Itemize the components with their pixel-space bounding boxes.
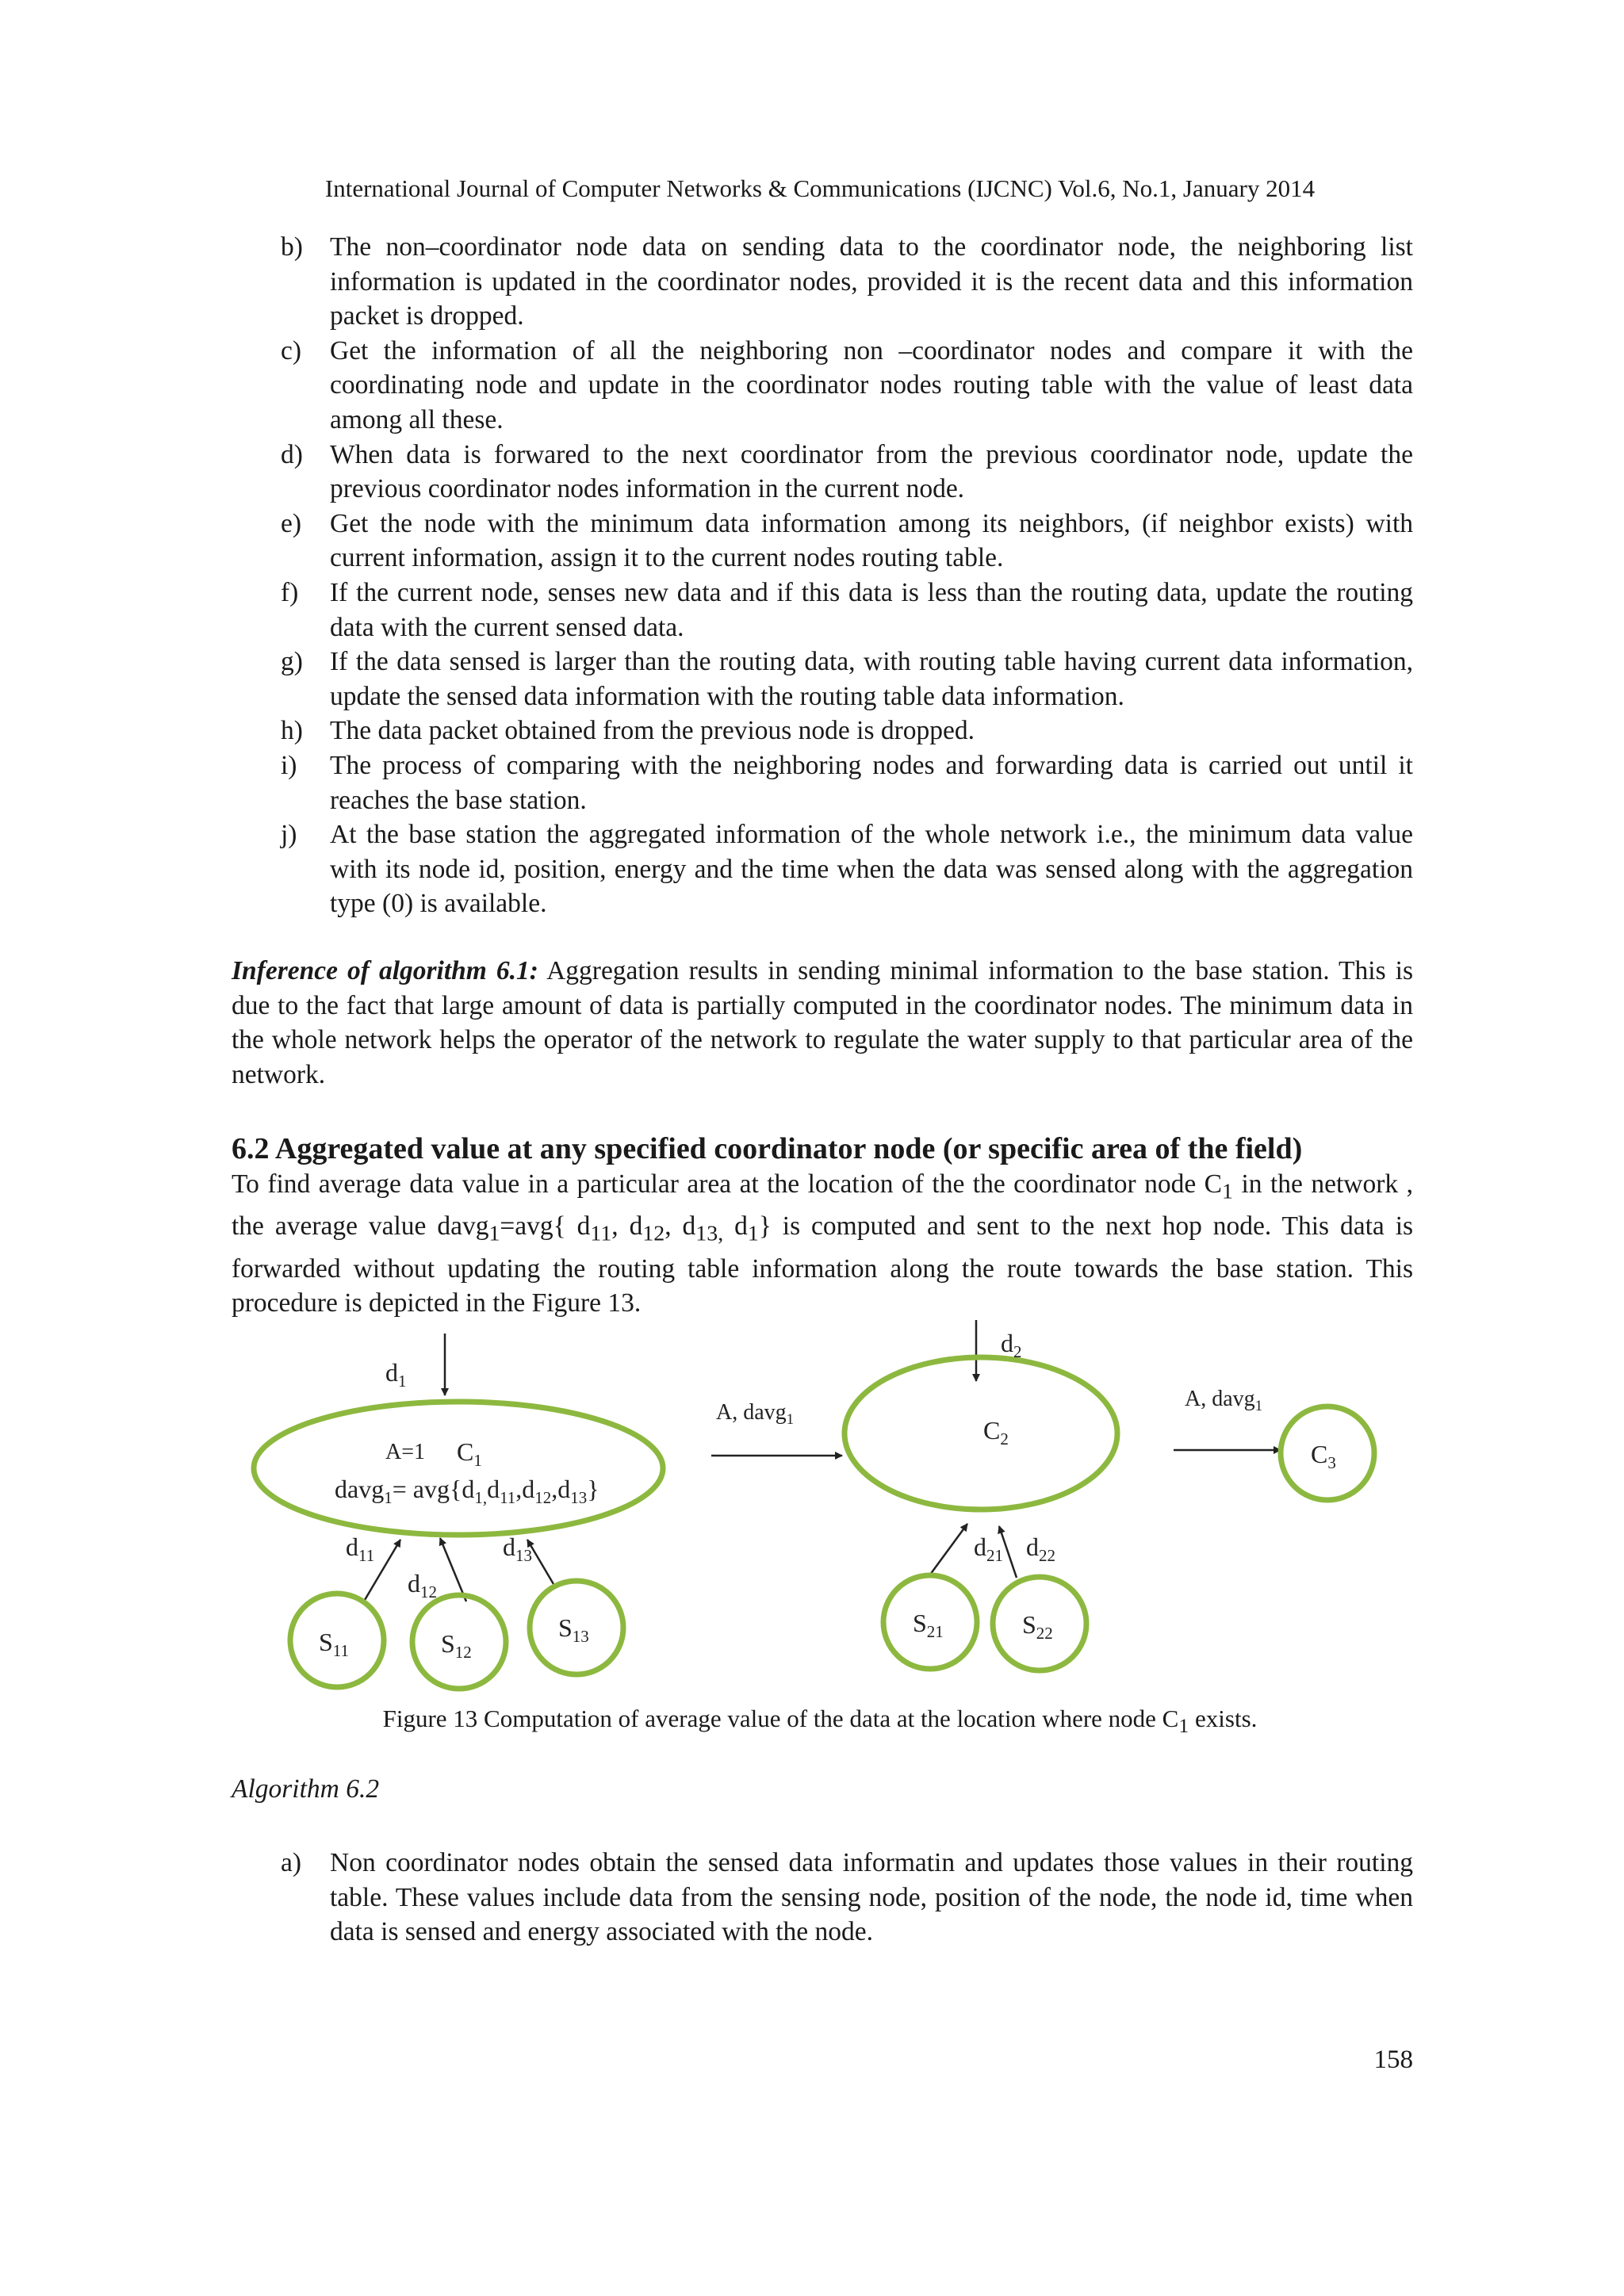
label-s21: $S_{21}$ <box>913 1609 944 1641</box>
list-marker: c) <box>281 335 302 365</box>
list-marker: h) <box>281 716 303 746</box>
section-text: } is computed and sent to the next hop node. This data is forwarded without updating the routing table information along the route towards the base station. This procedure is depicted in the Figure 13. <box>232 1211 1414 1318</box>
section-text: To find average data value in a particular area at the location of the the coordinator node C <box>232 1169 1223 1199</box>
subscript: 13, <box>695 1221 724 1246</box>
list-marker: e) <box>281 508 302 538</box>
label-c1: $C_1$ <box>457 1437 482 1470</box>
node-c1 <box>254 1402 663 1535</box>
caption-text: exists. <box>1189 1705 1258 1732</box>
list-marker: j) <box>281 820 297 850</box>
list-item-text: The non–coordinator node data on sending data to the coordinator node, the neighboring list information is updated in the coordinator nodes, provided it is the recent data and this information packet is dropped. <box>330 232 1413 331</box>
page-number: 158 <box>1373 2045 1413 2074</box>
list-marker: d) <box>281 439 303 469</box>
label-c2: $C_2$ <box>983 1416 1009 1448</box>
list-item-text: Non coordinator nodes obtain the sensed data informatin and updates those values in their routing table. These values include data from the sensing node, position of the node, the node id, time when data is sensed and energy associated with the node. <box>330 1848 1413 1947</box>
subscript: 11 <box>590 1221 612 1246</box>
section-text: , d <box>665 1211 696 1242</box>
label-s12: $S_{12}$ <box>441 1629 472 1662</box>
list-marker: b) <box>281 232 303 262</box>
list-marker: i) <box>281 750 297 780</box>
list-item-text: Get the node with the minimum data information among its neighbors, (if neighbor exists) with current information, assign it to the current nodes routing table. <box>330 508 1413 573</box>
algorithm-6-2-steps <box>270 1846 1413 1950</box>
list-marker: a) <box>281 1848 302 1877</box>
label-s22: $S_{22}$ <box>1022 1610 1053 1643</box>
list-marker: f) <box>281 577 299 607</box>
running-header: International Journal of Computer Networks & Communications (IJCNC) Vol.6, No.1, January 2014 <box>324 174 1316 202</box>
label-d12: $d_{12}$ <box>408 1569 437 1601</box>
node-s11 <box>290 1594 384 1687</box>
subscript: 1 <box>1178 1714 1189 1738</box>
label-d21: $d_{21}$ <box>974 1533 1003 1565</box>
label-a-eq: A=1 <box>385 1440 426 1464</box>
list-item-text: At the base station the aggregated information of the whole network i.e., the minimum data value with its node id, position, energy and the time when the data was sensed along with the aggregation type (0) is available. <box>330 820 1413 919</box>
figure-caption <box>0 1703 1624 1742</box>
subscript: 12 <box>642 1221 665 1246</box>
section-text: d <box>723 1211 748 1242</box>
label-d2: $d_2$ <box>1001 1329 1022 1361</box>
node-c2 <box>845 1357 1117 1510</box>
label-d11: $d_{11}$ <box>346 1533 375 1565</box>
subscript: 1 <box>1222 1179 1233 1204</box>
list-item-text: The data packet obtained from the previous node is dropped. <box>330 716 975 746</box>
algorithm-title: Algorithm 6.2 <box>232 1774 380 1804</box>
label-edge-c1-c2: A, davg$_1$ <box>716 1400 795 1428</box>
label-s13: $S_{13}$ <box>558 1613 589 1646</box>
list-item-text: The process of comparing with the neighboring nodes and forwarding data is carried out until it reaches the base station. <box>330 750 1413 815</box>
label-d1: $d_1$ <box>385 1358 407 1391</box>
label-c3: $C_3$ <box>1311 1440 1336 1472</box>
list-item-text: When data is forwared to the next coordinator from the previous coordinator node, update the previous coordinator nodes information in the current node. <box>330 439 1413 504</box>
node-s12 <box>412 1595 506 1689</box>
list-item <box>270 1846 1413 1950</box>
section-text: =avg{ d <box>500 1211 591 1242</box>
label-d22: $d_{22}$ <box>1026 1533 1055 1565</box>
list-item-text: If the data sensed is larger than the routing data, with routing table having current data information, update the sensed data information with the routing table data information. <box>330 647 1413 711</box>
label-edge-c2-c3: A, davg$_1$ <box>1185 1387 1263 1414</box>
list-marker: g) <box>281 647 303 677</box>
subscript: 1 <box>488 1221 500 1246</box>
inference-text: Aggregation results in sending minimal information to the base station. This is due to the fact that large amount of data is partially computed in the coordinator nodes. The minimum data in the whole network helps the operator of the network to regulate the water supply to that particular area of the network. <box>232 956 1413 1089</box>
label-s11: $S_{11}$ <box>319 1628 350 1660</box>
list-item-text: Get the information of all the neighboring non –coordinator nodes and compare it with the coordinating node and update in the coordinator nodes routing table with the value of least data among all these. <box>330 335 1413 434</box>
section-heading: 6.2 Aggregated value at any specified coordinator node (or specific area of the field) <box>232 1132 1303 1165</box>
section-text: , d <box>611 1211 643 1242</box>
label-d13: $d_{13}$ <box>503 1533 532 1565</box>
arrow-s21-c2 <box>930 1524 967 1575</box>
label-davg: davg$_1$= $avg\{d_{1,}d_{11},d_{12},d_{13}\}$ <box>335 1475 599 1507</box>
section-text: in the network , the average value davg <box>232 1169 1413 1242</box>
subscript: 1 <box>747 1221 759 1246</box>
list-item-text: If the current node, senses new data and if this data is less than the routing data, update the routing data with the current sensed data. <box>330 577 1413 642</box>
arrow-s12-c1 <box>440 1538 466 1601</box>
caption-text: Figure 13 Computation of average value of the data at the location where node C <box>382 1705 1179 1732</box>
inference-label: Inference of algorithm 6.1: <box>232 956 538 985</box>
